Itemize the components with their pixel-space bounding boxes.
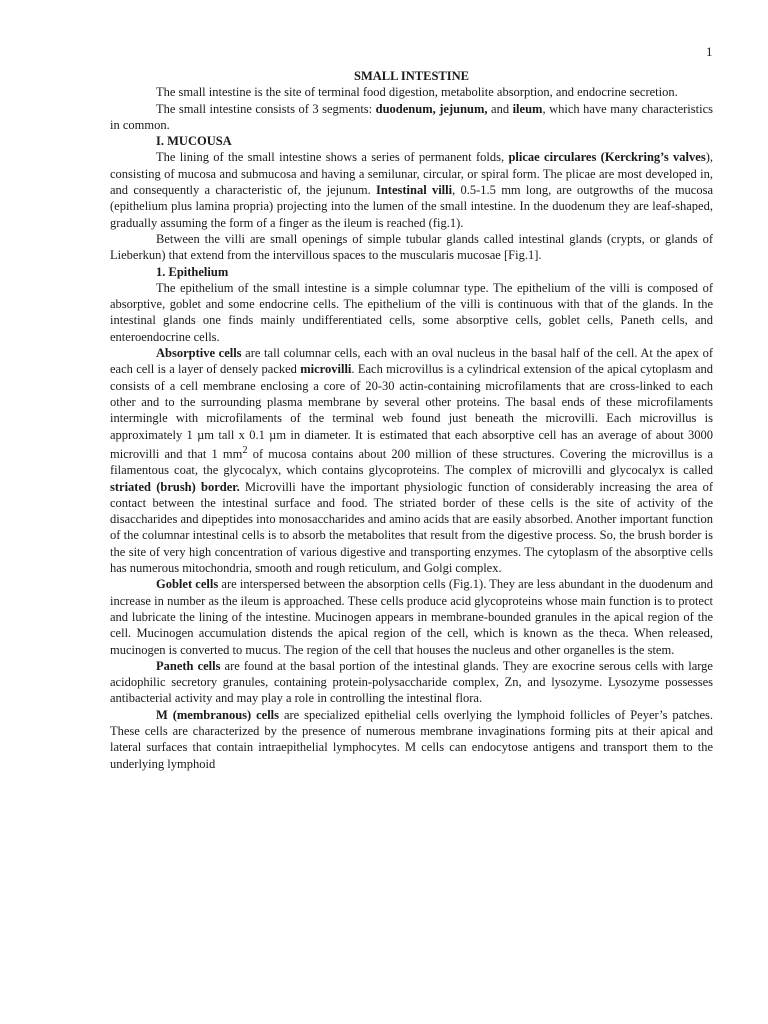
text-run: . Each microvillus is a cylindrical extension of the apical cytoplasm and consists of a cell membrane enclosing a core of 20-30 actin-containing microfilaments that are cross-linked to each other and to the surrounding plasma membrane by several other proteins. The basal ends of these microfilaments intermingle with microfilaments of the terminal web found just beneath the microvilli. Each microvillus is approximately 1 µm tall x 0.1 µm in diameter. It is estimated that each absorptive cell has an average of about 3000 microvilli and that 1 mm: [110, 362, 714, 461]
paragraph-intro: The small intestine is the site of terminal food digestion, metabolite absorption, and endocrine secretion.: [156, 85, 678, 100]
bold-term: Goblet cells: [156, 577, 219, 592]
text-run: of mucosa contains about 200 million of these structures. Covering the microvillus is a filamentous coat, the glycocalyx, which contains glycoproteins. The complex of microvilli and glycocalyx is called: [110, 446, 713, 478]
paragraph-m-cells: [110, 707, 713, 772]
text-run: are specialized epithelial cells overlying the lymphoid follicles of Peyer’s patches. These cells are characterized by the presence of numerous membrane invaginations forming pits at their apical and lateral surfaces that contain intraepithelial lymphocytes. M cells can endocytose antigens and transport them to the underlying lymphoid: [110, 707, 713, 771]
bold-term: ileum: [512, 101, 543, 116]
bold-term: M (membranous) cells: [156, 707, 280, 722]
page-number: 1: [706, 44, 713, 59]
text-run: The lining of the small intestine shows a series of permanent folds,: [156, 150, 509, 165]
bold-term: Intestinal villi: [375, 183, 453, 198]
paragraph-absorptive-cells: [110, 345, 713, 576]
text-run: Microvilli have the important physiologic function of considerably increasing the area of contact between the intestinal surface and food. The striated border of these cells is the site of activity of the disaccharides and dipeptides into monosaccharides and amino acids that are easily absorbed. Another important function of the columnar intestinal cells is to absorb the metabolites that result from the digestive process. So, the brush border is the site of very high concentration of various digestive and transporting enzymes. The cytoplasm of the absorptive cells has numerous mitochondria, smooth and rough reticulum, and Golgi complex.: [110, 479, 713, 576]
section-heading-mucousa: I. MUCOUSA: [156, 134, 232, 149]
text-run: , 0.5-1.5 mm long, are outgrowths of the mucosa (epithelium plus lamina propria) projecting into the lumen of the small intestine. In the duodenum they are leaf-shaped, gradually assuming the form of a finger as the ileum is reached (fig.1).: [110, 183, 713, 230]
bold-term: Absorptive cells: [156, 346, 242, 361]
text-run: , which have many characteristics in common.: [110, 101, 713, 132]
bold-term: Paneth cells: [156, 658, 221, 673]
text-run: ), consisting of mucosa and submucosa and having a semilunar, circular, or spiral form. The plicae are most developed in, and consequently a characteristic of, the jejunum.: [110, 150, 713, 198]
section-heading-epithelium: 1. Epithelium: [156, 264, 229, 279]
paragraph-villi: Between the villi are small openings of simple tubular glands called intestinal glands (crypts, or glands of Lieberkun) that extend from the intervillous spaces to the muscularis mucosae [Fig.1].: [110, 231, 713, 263]
page-title: SMALL INTESTINE: [354, 69, 469, 83]
superscript: 2: [242, 444, 248, 456]
text-run: are found at the basal portion of the intestinal glands. They are exocrine serous cells with large acidophilic secretory granules, containing protein-polysaccharide complex, Zn, and lysozyme. Lysozyme possesses antibacterial activity and may play a role in controlling the intestinal flora.: [110, 658, 713, 706]
bold-term: plicae circulares (Kerckring’s valves: [508, 150, 706, 165]
text-run: The small intestine consists of 3 segments:: [156, 101, 376, 116]
bold-term: striated (brush) border.: [110, 479, 240, 494]
paragraph-segments: [110, 101, 713, 134]
paragraph-goblet-cells: [110, 576, 713, 657]
document-body: [110, 68, 713, 772]
text-run: are interspersed between the absorption cells (Fig.1). They are less abundant in the duodenum and increase in number as the ileum is approached. These cells produce acid glycoproteins whose main function is to protect and lubricate the lining of the intestine. Mucinogen appears in membrane-bounded granules in the apical region of the cell. Mucinogen accumulation distends the apical region of the cell, which is known as the theca. When released, mucinogen is converted to mucus. The region of the cell that houses the nucleus and other organelles is the stem.: [110, 577, 713, 657]
paragraph-paneth-cells: [110, 658, 713, 707]
bold-term: microvilli: [300, 362, 352, 377]
bold-term: duodenum, jejunum,: [375, 101, 488, 116]
text-run: and: [487, 101, 513, 116]
paragraph-lining: [110, 149, 713, 230]
paragraph-epithelium: The epithelium of the small intestine is a simple columnar type. The epithelium of the villi is composed of absorptive, goblet and some endocrine cells. The epithelium of the villi is continuous with that of the glands. In the intestinal glands one finds mainly undifferentiated cells, some absorptive cells, goblet cells, Paneth cells, and enteroendocrine cells.: [110, 280, 713, 344]
text-run: are tall columnar cells, each with an oval nucleus in the basal half of the cell. At the apex of each cell is a layer of densely packed: [110, 346, 714, 377]
